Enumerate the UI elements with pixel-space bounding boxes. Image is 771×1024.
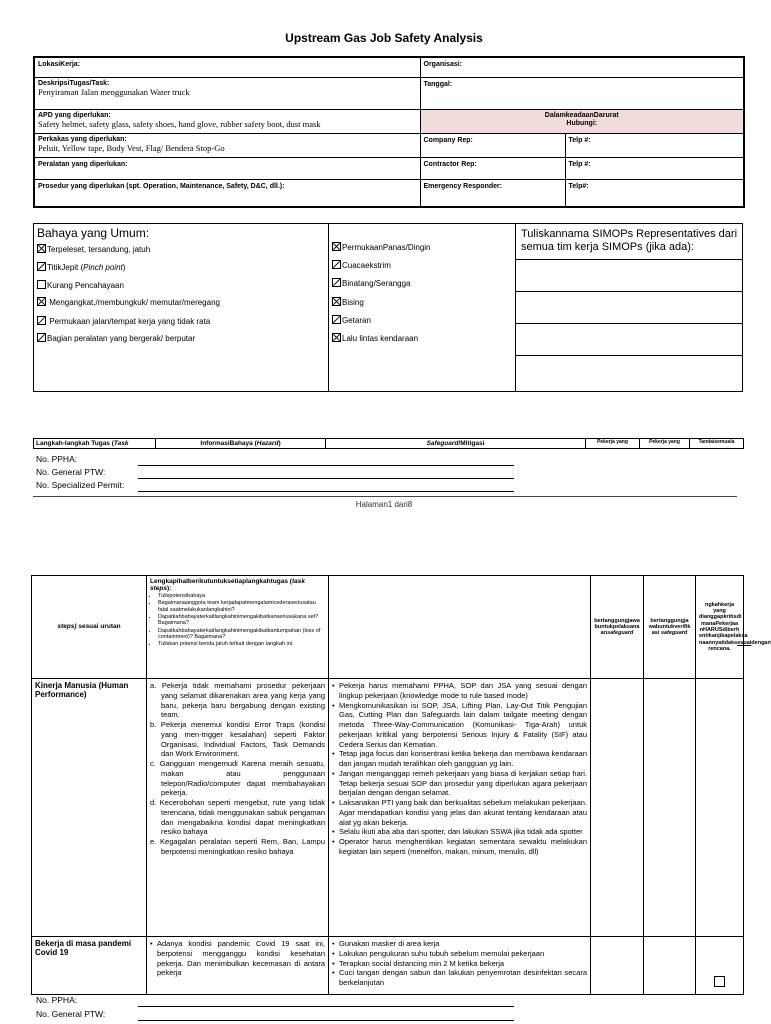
perkakas-label: Perkakas yang diperlukan: (38, 135, 127, 143)
hazard-label: Lalu lintas kendaraan (342, 333, 419, 343)
simops-row-3[interactable] (516, 323, 742, 355)
row1-safeguard-7: • Operator harus menghentikan kegiatan sementara sewaktu melakukan kegiatan lain seperti (menelfon, makan, minum, menulis, dll) (332, 837, 587, 857)
hazard-checkbox-icon[interactable] (37, 297, 46, 306)
steps-col-task: Langkah-langkah Tugas (Task (34, 439, 156, 449)
hazards-right-list (332, 242, 512, 343)
hazard-left-item-4[interactable] (37, 297, 325, 307)
row2-pelaksana[interactable] (591, 937, 644, 995)
hazard-label: Cuacaekstrim (342, 261, 391, 271)
row1-pelaksana[interactable] (591, 679, 644, 937)
hazard-left-item-1[interactable] (37, 244, 325, 254)
ptw-line-2[interactable] (138, 1020, 514, 1021)
row2-hazards (147, 937, 329, 995)
ppha-line[interactable] (138, 465, 514, 466)
hazard-label: PermukaanPanas/Dingin (342, 243, 431, 252)
hazard-checkbox-icon[interactable] (37, 280, 46, 289)
hazard-label: Mengangkat,/membungkuk/ memutar/meregang (47, 298, 220, 308)
ppha-label-2: No. PPHA: (36, 995, 78, 1005)
emergency-responder-cell[interactable] (420, 179, 565, 207)
page-number: Halaman1 dari8 (355, 500, 413, 509)
head-hazard-note-1: • Tulispotensibahaya (158, 593, 325, 599)
main-head-task: steps) sesuai urutan (32, 576, 147, 679)
tanggal-label: Tanggal: (423, 80, 453, 88)
hazard-label: Bagian peralatan yang bergerak/ berputar (47, 333, 196, 343)
row1-safeguard-5: • Laksanakan PTI yang baik dan berkualitas sebelum melakukan pekerjaan. Agar mendapatkan kondisi yang jelas dan akurat tentang kendaraan atau alat yg akan bekerja. (332, 798, 587, 827)
apd-value: Safety helmet, safety glass, safety shoes, hand glove, rubber safety boot, dust mask (38, 118, 321, 129)
job-info-table (33, 56, 745, 208)
row2-verifikasi[interactable] (644, 937, 696, 995)
steps-col-tandai: Tandaisemuala (690, 439, 744, 449)
row1-task: Kinerja Manusia (Human Performance) (32, 679, 147, 937)
steps-col-safeguard: Safeguard/Mitigasi (326, 439, 586, 449)
hazard-label: Kurang Pencahayaan (47, 281, 124, 291)
company-rep-label: Company Rep: (423, 136, 473, 144)
ppha-label: No. PPHA: (36, 454, 78, 464)
steps-col-hazard: InformasiBahaya (Hazard) (156, 439, 326, 449)
head-hazard-note-5: • Tuliskan potensi benda jatuh terkait dengan langkah ini. (158, 641, 325, 647)
telp1-cell[interactable] (565, 133, 744, 157)
row1-verifikasi[interactable] (644, 679, 696, 937)
main-head-hazard-list (150, 593, 325, 648)
row1-safeguard-2: • Mengkomunikasikan isi SOP, JSA, Lifting Plan, Lay-Out Titik Pengujian Gas, Cutting Plan dan Safeguards lain dalam tailgate meeting dengan metoda Three-Way-Communication (Komunikasi- Tiga-Arah) untuk pekerjaan kritikal yang berpotensi Serious Injury & Fatality (SIF) atau Cedera Serius dan Kematian. (332, 701, 587, 750)
critical-checkbox[interactable] (714, 976, 725, 987)
hazard-label: Bising (342, 297, 364, 307)
simops-row-1[interactable] (516, 259, 742, 291)
hazards-title: Bahaya yang Umum: (37, 226, 150, 240)
hazards-section (33, 223, 743, 392)
row1-hazard-1: a. Pekerja tidak memahami prosedur pekerjaan yang selamat dikarenakan area yang kerja yang baru, pekerja baru bergabung dengan existing team. (150, 681, 325, 720)
row1-safeguard-1: • Pekerja harus memahami PPHA, SOP dan JSA yang sesuai dengan lingkup pekerjaan (knowledge mode to rule based mode) (332, 681, 587, 701)
organisasi-label: Organisasi: (423, 61, 463, 68)
perkakas-value: Peluit, Yellow tape, Body Vest, Flag/ Bendera Stop-Go (38, 142, 225, 153)
hazard-label: Permukaan jalan/tempat kerja yang tidak rata (47, 316, 211, 326)
hazard-checkbox-icon[interactable] (332, 278, 341, 287)
jsa-main-table (31, 575, 771, 995)
row1-hazards (147, 679, 329, 937)
permit-label: No. Specialized Permit: (36, 480, 125, 490)
ptw-line[interactable] (138, 478, 514, 479)
row2-safeguard-3: • Terapkan social distancing min 2 M ketika bekerja (332, 959, 587, 969)
main-head-verifikasi: bertanggungja wabuntukverifik asi safeguard (644, 576, 696, 679)
prosedur-cell[interactable] (34, 179, 420, 207)
row2-safeguard-4: • Cuci tangan dengan sabun dan lakukan penyemrotan desinfektan secara berkelanjutan (332, 968, 587, 988)
row2-kritis[interactable] (696, 937, 744, 995)
hazards-left-list (37, 244, 325, 343)
row2-safeguards (329, 937, 591, 995)
hazard-checkbox-icon[interactable] (37, 244, 46, 253)
peralatan-label: Peralatan yang diperlukan: (38, 160, 128, 168)
telp1-label: Telp #: (568, 136, 591, 144)
hazard-checkbox-icon[interactable] (37, 333, 46, 342)
contractor-rep-label: Contractor Rep: (423, 160, 477, 168)
simops-title: Tuliskannama SIMOPs Representatives dari semua tim kerja SIMOPs (jika ada): (521, 228, 738, 253)
hazard-left-item-6[interactable] (37, 333, 325, 343)
row2-hazard-1: • Adanya kondisi pandemic Covid 19 saat ini, berpotensi mengganggu kondisi kesehatan pekerja. Dan menimbulkan kecemasan di antara pekerja (150, 939, 325, 978)
main-head-pelaksana: bertanggungjawa buntukpelaksana ansafeguard (591, 576, 644, 679)
emergency-header (420, 109, 744, 133)
ptw-label: No. General PTW: (36, 467, 106, 477)
head-hazard-note-2: • Bagaimanaanggota team kerjadapatmengalamicederaseriusatau fatal saatmelakukanlangkahini? (158, 600, 325, 613)
emergency-responder-label: Emergency Responder: (423, 182, 503, 190)
hazard-checkbox-icon[interactable] (332, 315, 341, 324)
hazard-checkbox-icon[interactable] (332, 260, 341, 269)
lokasi-label: LokasiKerja: (38, 61, 81, 68)
head-hazard-note-4: • Dapatkahbahayaterkaitlangkahinimengakibatkantumpahan (loss of containment)? Bagaimana? (158, 628, 325, 641)
hazard-label: Getaran (342, 315, 371, 325)
row2-safeguard-1: • Gunakan masker di area kerja (332, 939, 587, 949)
row1-kritis[interactable] (696, 679, 744, 937)
emergency-title-1: DalamkeadaanDarurat (544, 111, 619, 119)
steps-header-table (33, 438, 744, 449)
company-rep-cell[interactable] (420, 133, 565, 157)
hazard-checkbox-icon[interactable] (37, 262, 46, 271)
emergency-title-2: Hubungi: (566, 119, 598, 127)
hazard-label: Binatang/Serangga (342, 279, 411, 289)
main-head-safeguard (329, 576, 591, 679)
telp3-cell[interactable] (565, 179, 744, 207)
lokasi-cell[interactable] (34, 57, 420, 77)
row1-safeguard-4: • Jangan menganggap remeh pekerjaan yang biasa di kerjakan setiap hari. Tetap bekerja sesuai SOP dan prosedur yang diperlukan agara pekerjaan berjalan dengan dengan selamat. (332, 769, 587, 798)
deskripsi-label: DeskripsiTugas/Task: (38, 79, 110, 87)
contractor-rep-cell[interactable] (420, 157, 565, 179)
steps-col-pekerja1: Pekerja yang (586, 439, 640, 449)
hazard-left-item-5[interactable] (37, 316, 325, 326)
main-head-kritis: ngkahkerja yang dianggapkritisdi manaPekerjaa nHARUSdiberh entikanjikapelaksa naannyatidaksesuaidengan rencana. (696, 576, 744, 679)
perkakas-cell[interactable] (34, 133, 420, 157)
hazards-left (34, 224, 329, 391)
hazards-right (329, 224, 516, 391)
hazard-checkbox-icon[interactable] (37, 316, 46, 325)
page-divider (33, 496, 737, 497)
row1-safeguards (329, 679, 591, 937)
hazard-right-item-4[interactable] (332, 297, 512, 307)
telp3-label: Telp#: (568, 182, 589, 190)
apd-label: APD yang diperlukan: (38, 111, 111, 119)
hazard-right-item-2[interactable] (332, 260, 512, 270)
permit-line[interactable] (138, 491, 514, 492)
simops-section (516, 224, 742, 391)
telp2-cell[interactable] (565, 157, 744, 179)
hazard-left-item-2[interactable]: TitikJepit (Pinch point) (37, 262, 325, 272)
tanggal-cell[interactable] (420, 77, 744, 109)
organisasi-cell[interactable] (420, 57, 744, 77)
row1-hazard-4: d. Kecerobohan seperti mengebut, rute yang tidak terencana, tidak menggunakan sabuk pengaman dan mengabaikna kondisi dapat meningkatkan resiko bahaya (150, 798, 325, 837)
ppha-line-2[interactable] (138, 1006, 514, 1007)
row1-hazard-2: b. Pekerja menemui kondisi Error Traps (kondisi yang men-trigger kesalahan) seperti Faktor Organisasi, Individual Factors, Task Demands dan Work Environment. (150, 720, 325, 759)
hazard-right-item-6[interactable] (332, 333, 512, 343)
row2-task: Bekerja di masa pandemi Covid 19 (32, 937, 147, 995)
row2-safeguard-2: • Lakukan pengukuran suhu tubuh sebelum memulai pekerjaan (332, 949, 587, 959)
hazard-checkbox-icon[interactable] (332, 333, 341, 342)
hazard-right-item-5[interactable] (332, 315, 512, 325)
prosedur-label: Prosedur yang diperlukan (spt. Operation, Maintenance, Safety, D&C, dll.): (38, 182, 285, 190)
simops-row-4[interactable] (516, 355, 742, 389)
main-head-hazard: Lengkapihalberikutuntuksetiaplangkahtugas (task steps): • Tulispotensibahaya • Bagaimanaanggota team kerjadapatmengalamicederaseriusatau fatal saatmelakukanlangkahini? • Dapatkahbahayaterkaitlangkahinimengakibatkanseriusakana set? Bagaimana? • Dapatkahbahayaterkaitlangkahinimengakibatkantumpahan (loss of containment)? Bagaimana? • Tuliskan potensi benda jatuh terkait dengan langkah ini. (147, 576, 329, 679)
peralatan-cell[interactable] (34, 157, 420, 179)
row1-safeguard-6: • Selalu ikuti aba aba dari spotter, dan lakukan SSWA jika tidak ada spotter (332, 827, 587, 837)
simops-row-2[interactable] (516, 291, 742, 323)
hazard-right-item-3[interactable] (332, 278, 512, 288)
deskripsi-cell[interactable] (34, 77, 420, 109)
hazard-label: Terpeleset, tersandung, jatuh (47, 244, 151, 254)
row1-hazard-5: e. Kegagalan peralatan seperti Rem, Ban, Lampu berpotensi meningkatkan resiko bahaya (150, 837, 325, 856)
row1-safeguard-3: • Tetap jaga focus dan konsentrasi ketika bekerja dan membawa kendaraan dan jangan mudah teralihkan oleh gangguan yg lain. (332, 749, 587, 769)
hazard-checkbox-icon[interactable] (332, 242, 341, 251)
document-title: Upstream Gas Job Safety Analysis (285, 31, 483, 45)
hazard-label: TitikJepit ( (47, 262, 84, 272)
head-hazard-note-3: • Dapatkahbahayaterkaitlangkahinimengakibatkanseriusakana set? Bagaimana? (158, 614, 325, 627)
telp2-label: Telp #: (568, 160, 591, 168)
steps-col-pekerja2: Pekerja yang (640, 439, 690, 449)
row1-hazard-3: c. Gangguan mengemudi Karena meraih sesuatu, makan atau penggunaan telepon/Radio/computer dapat membahayakan pekerja. (150, 759, 325, 798)
ptw-label-2: No. General PTW: (36, 1009, 106, 1019)
apd-cell[interactable] (34, 109, 420, 133)
deskripsi-value: Penyiraman Jalan menggunakan Water truck (38, 86, 190, 97)
hazard-right-item-1[interactable] (332, 242, 512, 252)
hazard-checkbox-icon[interactable] (332, 297, 341, 306)
hazard-left-item-3[interactable] (37, 280, 325, 290)
